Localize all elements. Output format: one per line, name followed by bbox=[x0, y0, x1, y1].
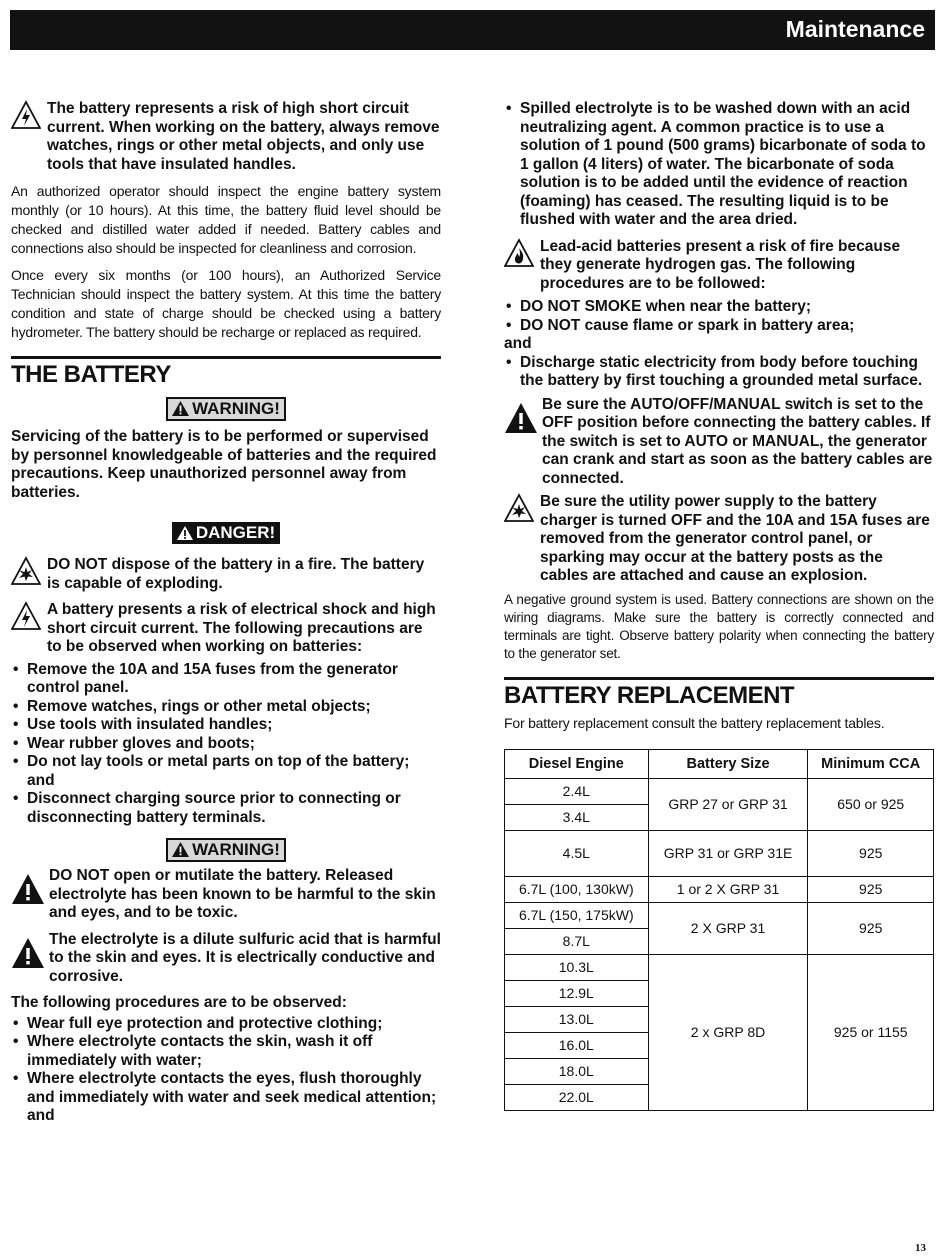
shock-warning-text: The battery represents a risk of high short circuit current. When working on the battery, always remove watches, rings or other metal objects, and only use tools that have insulated handles. bbox=[47, 100, 440, 173]
caution-exclamation-icon bbox=[504, 402, 538, 434]
fire-list-b bbox=[504, 354, 934, 391]
list-item: • Where electrolyte contacts the eyes, flush thoroughly and immediately with water and seek medical attention; and bbox=[11, 1070, 441, 1126]
table-cell: 650 or 925 bbox=[808, 778, 934, 830]
six-month-inspection-paragraph: Once every six months (or 100 hours), an Authorized Service Technician should inspect the battery system. At this time the battery condition and state of charge should be checked using a battery hydrometer. The battery should be recharge or replaced as required. bbox=[11, 267, 441, 340]
list-item: • Remove watches, rings or other metal objects; bbox=[11, 698, 441, 717]
warning-label bbox=[166, 838, 286, 862]
explosion-icon bbox=[504, 493, 534, 523]
table-row bbox=[505, 902, 934, 928]
left-column bbox=[11, 100, 441, 1126]
danger-label-wrap bbox=[11, 522, 441, 544]
precautions-list bbox=[11, 661, 441, 828]
table-cell: 10.3L bbox=[505, 954, 649, 980]
table-cell: 2 x GRP 8D bbox=[648, 954, 808, 1110]
table-cell: 925 or 1155 bbox=[808, 954, 934, 1110]
ground-system-paragraph: A negative ground system is used. Battery connections are shown on the wiring diagrams. Make sure the battery is correctly connected and terminals are tight. Observe battery polarity when connecting the battery to the generator set. bbox=[504, 591, 934, 661]
table-cell: 6.7L (150, 175kW) bbox=[505, 902, 649, 928]
procedures-intro: The following procedures are to be observed: bbox=[11, 994, 347, 1011]
table-cell: 1 or 2 X GRP 31 bbox=[648, 876, 808, 902]
list-item: • Use tools with insulated handles; bbox=[11, 716, 441, 735]
table-cell: 13.0L bbox=[505, 1006, 649, 1032]
list-item: • DO NOT SMOKE when near the battery; bbox=[504, 298, 934, 317]
section-rule bbox=[504, 677, 934, 680]
table-cell: 2.4L bbox=[505, 778, 649, 804]
warning-label-text: WARNING! bbox=[192, 840, 280, 859]
header-bar bbox=[10, 10, 935, 50]
table-header-row bbox=[505, 749, 934, 778]
fire-warning bbox=[504, 238, 934, 294]
table-row bbox=[505, 954, 934, 980]
warning-text-servicing: Servicing of the battery is to be performed or supervised by personnel knowledgeable of batteries and the required precautions. Keep unauthorized personnel away from batteries. bbox=[11, 428, 437, 501]
switch-warning bbox=[504, 396, 934, 489]
replacement-intro: For battery replacement consult the battery replacement tables. bbox=[504, 714, 885, 731]
list-item: • Discharge static electricity from body before touching the battery by first touching a grounded metal surface. bbox=[504, 354, 934, 391]
mutilate-warning bbox=[11, 867, 441, 923]
table-row bbox=[505, 778, 934, 804]
table-cell: 925 bbox=[808, 830, 934, 876]
electric-shock-icon bbox=[11, 601, 41, 631]
column-header: Minimum CCA bbox=[808, 749, 934, 778]
page-section-title: Maintenance bbox=[785, 16, 925, 42]
fire-warning-text: Lead-acid batteries present a risk of fire because they generate hydrogen gas. The following procedures are to be followed: bbox=[540, 237, 901, 292]
table-cell: 925 bbox=[808, 876, 934, 902]
danger-label-text: DANGER! bbox=[195, 523, 276, 542]
list-item: • Wear full eye protection and protective clothing; bbox=[11, 1015, 441, 1034]
explosion-icon bbox=[11, 556, 41, 586]
spill-list bbox=[504, 100, 934, 230]
utility-warning bbox=[504, 493, 934, 586]
section-rule bbox=[11, 356, 441, 359]
danger-triangle-icon bbox=[177, 526, 193, 540]
list-item: • Remove the 10A and 15A fuses from the generator control panel. bbox=[11, 661, 441, 698]
table-cell: 16.0L bbox=[505, 1032, 649, 1058]
table-cell: 3.4L bbox=[505, 804, 649, 830]
table-cell: 18.0L bbox=[505, 1058, 649, 1084]
list-item: • DO NOT cause flame or spark in battery area; bbox=[504, 317, 934, 336]
fire-icon bbox=[504, 238, 534, 268]
table-cell: GRP 27 or GRP 31 bbox=[648, 778, 808, 830]
table-cell: 4.5L bbox=[505, 830, 649, 876]
utility-warning-text: Be sure the utility power supply to the battery charger is turned OFF and the 10A and 15A fuses are removed from the generator control panel, or sparking may occur at the battery posts as the cables are attached and cause an explosion. bbox=[540, 493, 930, 584]
warning-label-wrap-1 bbox=[11, 397, 441, 421]
warning-label-wrap-2 bbox=[11, 838, 441, 862]
danger-label bbox=[172, 522, 280, 544]
list-item: • Spilled electrolyte is to be washed down with an acid neutralizing agent. A common practice is to use a solution of 1 pound (500 grams) bicarbonate of soda to 1 gallon (4 liters) of water. The bicarbonate of soda solution is to be added until the evidence of reaction (foaming) has ceased. The resulting liquid is to be flushed with water and the area dried. bbox=[504, 100, 934, 230]
shock-warning-1 bbox=[11, 100, 441, 174]
list-item: • Disconnect charging source prior to connecting or disconnecting battery terminals. bbox=[11, 790, 441, 827]
caution-exclamation-icon bbox=[11, 873, 45, 905]
battery-replacement-table bbox=[504, 749, 934, 1111]
table-cell: GRP 31 or GRP 31E bbox=[648, 830, 808, 876]
warning-label bbox=[166, 397, 286, 421]
warning-label-text: WARNING! bbox=[192, 399, 280, 418]
page-number: 13 bbox=[915, 1242, 926, 1254]
explosion-danger bbox=[11, 556, 441, 593]
section-title-the-battery: THE BATTERY bbox=[11, 361, 171, 388]
warning-triangle-icon bbox=[172, 842, 189, 857]
table-cell: 6.7L (100, 130kW) bbox=[505, 876, 649, 902]
fire-list-and: and bbox=[504, 335, 532, 352]
column-header: Battery Size bbox=[648, 749, 808, 778]
mutilate-warning-text: DO NOT open or mutilate the battery. Released electrolyte has been known to be harmful to the skin and eyes, and to be toxic. bbox=[49, 867, 436, 921]
warning-triangle-icon bbox=[172, 401, 189, 416]
table-cell: 8.7L bbox=[505, 928, 649, 954]
procedures-list bbox=[11, 1015, 441, 1126]
list-item: • Wear rubber gloves and boots; bbox=[11, 735, 441, 754]
shock-warning-2 bbox=[11, 601, 441, 657]
switch-warning-text: Be sure the AUTO/OFF/MANUAL switch is set to the OFF position before connecting the battery cables. If the switch is set to AUTO or MANUAL, the generator can crank and start as soon as the battery cables are connected. bbox=[542, 395, 933, 487]
list-item: • Where electrolyte contacts the skin, wash it off immediately with water; bbox=[11, 1033, 441, 1070]
column-header: Diesel Engine bbox=[505, 749, 649, 778]
table-cell: 12.9L bbox=[505, 980, 649, 1006]
table-cell: 22.0L bbox=[505, 1084, 649, 1110]
table-cell: 925 bbox=[808, 902, 934, 954]
caution-exclamation-icon bbox=[11, 937, 45, 969]
acid-warning bbox=[11, 931, 441, 987]
table-cell: 2 X GRP 31 bbox=[648, 902, 808, 954]
right-column bbox=[504, 100, 934, 1111]
monthly-inspection-paragraph: An authorized operator should inspect the engine battery system monthly (or 10 hours). At this time, the battery fluid level should be checked and distilled water added if needed. Battery cables and connections also should be inspected for cleanliness and corrosion. bbox=[11, 183, 441, 256]
table-row bbox=[505, 830, 934, 876]
table-row bbox=[505, 876, 934, 902]
fire-list-a bbox=[504, 298, 934, 335]
explosion-danger-text: DO NOT dispose of the battery in a fire. The battery is capable of exploding. bbox=[47, 556, 425, 592]
section-title-battery-replacement: BATTERY REPLACEMENT bbox=[504, 681, 795, 709]
electric-shock-icon bbox=[11, 100, 41, 130]
list-item: • Do not lay tools or metal parts on top of the battery; and bbox=[11, 753, 441, 790]
shock-warning-2-text: A battery presents a risk of electrical shock and high short circuit current. The following precautions are to be observed when working on batteries: bbox=[47, 601, 436, 655]
acid-warning-text: The electrolyte is a dilute sulfuric acid that is harmful to the skin and eyes. It is electrically conductive and corrosive. bbox=[49, 930, 441, 985]
